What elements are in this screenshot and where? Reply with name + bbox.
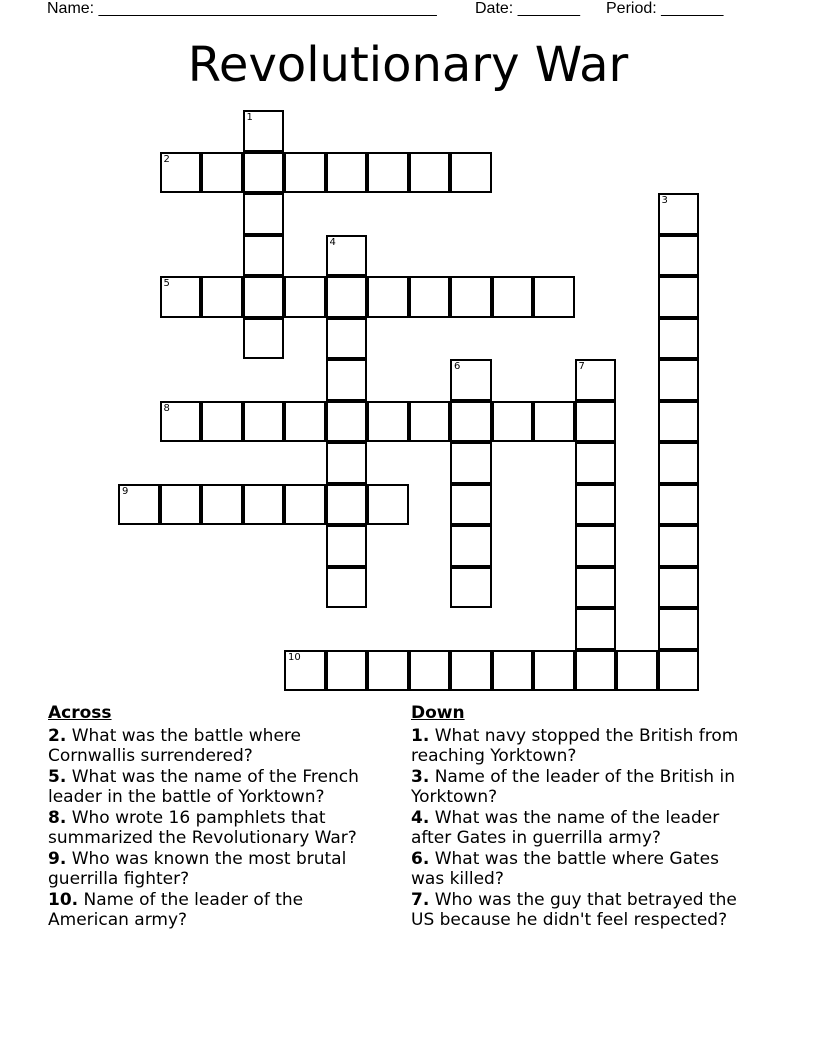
grid-cell[interactable] [575, 442, 617, 484]
grid-cell[interactable] [326, 484, 368, 526]
clue-number: 10 [288, 651, 301, 663]
clue-number: 9 [122, 485, 129, 497]
grid-cell[interactable] [409, 401, 451, 443]
clue-text: What was the battle where Cornwallis surrendered? [48, 726, 301, 766]
grid-cell[interactable] [409, 152, 451, 194]
grid-cell[interactable] [450, 525, 492, 567]
grid-cell[interactable] [575, 525, 617, 567]
grid-cell[interactable] [367, 484, 409, 526]
grid-cell[interactable] [326, 442, 368, 484]
grid-cell[interactable] [326, 318, 368, 360]
grid-cell[interactable] [326, 276, 368, 318]
down-clue [411, 727, 751, 766]
grid-cell[interactable] [284, 152, 326, 194]
across-heading: Across [48, 703, 112, 723]
clue-number: 10. [48, 890, 79, 910]
clue-text: Name of the leader of the British in Yorktown? [411, 767, 735, 807]
grid-cell[interactable] [326, 650, 368, 692]
clue-text: What was the name of the French leader in the battle of Yorktown? [48, 767, 359, 807]
down-clue [411, 850, 751, 889]
clue-text: What navy stopped the British from reaching Yorktown? [411, 726, 739, 766]
clue-number: 5. [48, 767, 67, 787]
down-clue [411, 768, 751, 807]
clue-number: 6. [411, 849, 430, 869]
grid-cell[interactable] [658, 235, 700, 277]
clue-number: 7. [411, 890, 430, 910]
clue-number: 9. [48, 849, 67, 869]
clue-text: Who was known the most brutal guerrilla fighter? [48, 849, 347, 889]
clue-number: 3 [661, 195, 668, 206]
grid-cell[interactable] [284, 276, 326, 318]
clue-text: What was the battle where Gates was killed? [411, 849, 719, 889]
grid-cell[interactable] [492, 401, 534, 443]
date-field-label[interactable]: Date: _______ [475, 0, 580, 17]
grid-cell[interactable] [326, 525, 368, 567]
across-clue [48, 727, 388, 766]
across-clue [48, 850, 388, 889]
grid-cell[interactable] [575, 567, 617, 609]
down-clues [411, 703, 751, 932]
grid-cell[interactable] [450, 442, 492, 484]
across-clue [48, 768, 388, 807]
grid-cell[interactable] [616, 650, 658, 692]
grid-cell[interactable] [243, 193, 285, 235]
grid-cell[interactable] [284, 484, 326, 526]
across-clue [48, 809, 388, 848]
grid-cell[interactable] [201, 401, 243, 443]
clue-number: 8 [163, 402, 170, 414]
grid-cell[interactable] [658, 193, 700, 235]
down-clue-list [411, 727, 751, 930]
grid-cell[interactable] [575, 484, 617, 526]
grid-cell[interactable] [243, 110, 285, 152]
grid-cell[interactable] [533, 401, 575, 443]
grid-cell[interactable] [160, 276, 202, 318]
grid-cell[interactable] [243, 152, 285, 194]
grid-cell[interactable] [160, 401, 202, 443]
clue-number: 5 [163, 278, 170, 289]
grid-cell[interactable] [243, 318, 285, 360]
grid-cell[interactable] [658, 276, 700, 318]
clue-number: 7 [578, 361, 585, 372]
clue-number: 2 [163, 153, 170, 165]
clue-text: Name of the leader of the American army? [48, 890, 304, 930]
clue-number: 6 [454, 361, 461, 372]
grid-cell[interactable] [492, 276, 534, 318]
grid-cell[interactable] [658, 359, 700, 401]
grid-cell[interactable] [326, 152, 368, 194]
grid-cell[interactable] [326, 359, 368, 401]
grid-cell[interactable] [284, 650, 326, 692]
across-clue-list [48, 727, 388, 930]
across-clues [48, 703, 388, 932]
grid-cell[interactable] [326, 401, 368, 443]
grid-cell[interactable] [367, 276, 409, 318]
grid-cell[interactable] [658, 442, 700, 484]
grid-cell[interactable] [450, 401, 492, 443]
clue-number: 4 [329, 236, 336, 248]
clue-number: 1. [411, 726, 430, 746]
grid-cell[interactable] [575, 359, 617, 401]
grid-cell[interactable] [533, 276, 575, 318]
grid-cell[interactable] [575, 608, 617, 650]
grid-cell[interactable] [575, 401, 617, 443]
across-clue [48, 891, 388, 930]
grid-cell[interactable] [326, 235, 368, 277]
grid-cell[interactable] [243, 401, 285, 443]
clue-number: 3. [411, 767, 430, 787]
grid-cell[interactable] [658, 525, 700, 567]
name-field-label[interactable]: Name: ______________________________________ [47, 0, 437, 17]
grid-cell[interactable] [658, 484, 700, 526]
grid-cell[interactable] [201, 276, 243, 318]
grid-cell[interactable] [658, 608, 700, 650]
grid-cell[interactable] [658, 650, 700, 692]
clue-text: What was the name of the leader after Gates in guerrilla army? [411, 808, 720, 848]
grid-cell[interactable] [201, 484, 243, 526]
grid-cell[interactable] [450, 650, 492, 692]
clue-text: Who wrote 16 pamphlets that summarized the Revolutionary War? [48, 808, 357, 848]
grid-cell[interactable] [367, 401, 409, 443]
grid-cell[interactable] [450, 484, 492, 526]
grid-cell[interactable] [160, 484, 202, 526]
grid-cell[interactable] [243, 484, 285, 526]
grid-cell[interactable] [450, 567, 492, 609]
grid-cell[interactable] [409, 650, 451, 692]
grid-cell[interactable] [118, 484, 160, 526]
grid-cell[interactable] [533, 650, 575, 692]
clue-text: Who was the guy that betrayed the US because he didn't feel respected? [411, 890, 737, 930]
grid-cell[interactable] [367, 650, 409, 692]
page-title: Revolutionary War [187, 37, 629, 93]
grid-cell[interactable] [450, 152, 492, 194]
grid-cell[interactable] [243, 235, 285, 277]
grid-cell[interactable] [575, 650, 617, 692]
grid-cell[interactable] [450, 359, 492, 401]
down-heading: Down [411, 703, 465, 723]
grid-cell[interactable] [658, 318, 700, 360]
grid-cell[interactable] [243, 276, 285, 318]
grid-cell[interactable] [284, 401, 326, 443]
clue-number: 1 [246, 112, 253, 123]
grid-cell[interactable] [160, 152, 202, 194]
clue-number: 8. [48, 808, 67, 828]
down-clue [411, 809, 751, 848]
grid-cell[interactable] [658, 567, 700, 609]
grid-cell[interactable] [492, 650, 534, 692]
clue-number: 2. [48, 726, 67, 746]
grid-cell[interactable] [367, 152, 409, 194]
grid-cell[interactable] [201, 152, 243, 194]
period-field-label[interactable]: Period: _______ [606, 0, 724, 17]
grid-cell[interactable] [450, 276, 492, 318]
clue-number: 4. [411, 808, 430, 828]
grid-cell[interactable] [326, 567, 368, 609]
grid-cell[interactable] [409, 276, 451, 318]
down-clue [411, 891, 751, 930]
grid-cell[interactable] [658, 401, 700, 443]
